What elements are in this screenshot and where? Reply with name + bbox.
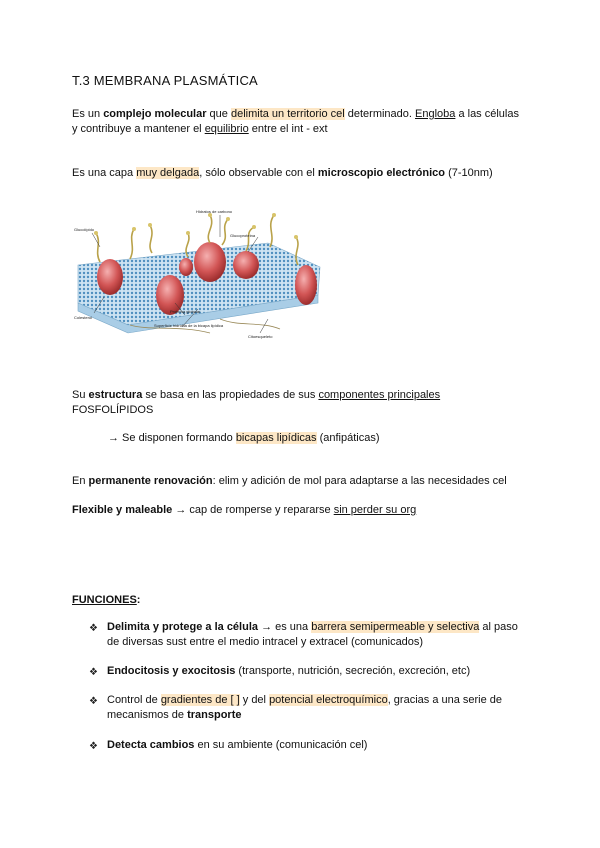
label-globular-protein: Proteína globular — [170, 309, 201, 314]
protein-shape — [194, 242, 226, 282]
protein-shape — [179, 258, 193, 276]
paragraph-line — [107, 693, 537, 708]
text: mecanismos de — [107, 709, 188, 721]
bold-text: Flexible y maleable — [72, 504, 173, 516]
text: Es un — [72, 108, 104, 120]
bold-text: transporte — [187, 709, 242, 721]
text: Se disponen formando — [119, 432, 236, 444]
bold-text: Delimita y protege a la célula — [107, 621, 259, 633]
diamond-bullet-icon: ❖ — [89, 667, 98, 678]
bullet-text — [107, 693, 537, 723]
text: y del — [239, 694, 270, 706]
text: (transporte, nutrición, secreción, excreción, etc) — [235, 665, 471, 677]
highlighted-text: gradientes de [ ] — [160, 694, 240, 706]
paragraph-structure — [72, 388, 542, 418]
text: , sólo observable con el — [199, 167, 318, 179]
membrane-diagram — [70, 207, 326, 343]
label-glycolipid: Glucolípido — [74, 227, 95, 232]
bullet-text — [107, 664, 537, 679]
heading-colon: : — [136, 594, 141, 606]
paragraph-line: de diversas sust entre el medio intracel y extracel (comunicados) — [107, 636, 424, 648]
text: (7-10nm) — [445, 167, 493, 179]
bold-text: Endocitosis y exocitosis — [107, 665, 236, 677]
bullet-text — [107, 738, 537, 753]
text: Su — [72, 389, 89, 401]
paragraph-line: FOSFOLÍPIDOS — [72, 404, 154, 416]
paragraph-line — [72, 122, 542, 137]
heading-text: FUNCIONES — [72, 594, 137, 606]
bold-text: Detecta cambios — [107, 739, 195, 751]
text: determinado. — [344, 108, 416, 120]
text: , gracias a una serie de — [387, 694, 503, 706]
paragraph-flexible — [72, 503, 552, 518]
label-carbohydrates: Hidratos de carbono — [196, 209, 233, 214]
page-title: T.3 MEMBRANA PLASMÁTICA — [72, 73, 258, 88]
bullet-text — [107, 620, 537, 650]
paragraph-definition — [72, 107, 542, 137]
text: al paso — [479, 621, 518, 633]
paragraph-thickness — [72, 166, 542, 181]
paragraph-line — [72, 107, 542, 122]
text: y contribuye a mantener el — [72, 123, 205, 135]
protein-shape — [233, 251, 259, 279]
diamond-bullet-icon: ❖ — [89, 696, 98, 707]
underlined-text: sin perder su org — [333, 504, 417, 516]
text: → cap de romperse y repararse — [172, 504, 334, 516]
bold-text: complejo molecular — [103, 108, 207, 120]
bold-text: microscopio electrónico — [317, 167, 446, 179]
paragraph-renewal — [72, 474, 552, 489]
highlighted-text: delimita un territorio cel — [230, 108, 345, 120]
highlighted-text: potencial electroquímico — [269, 694, 388, 706]
arrow-glyph: → — [108, 432, 119, 444]
paragraph-bilayer — [108, 431, 528, 446]
text: Control de — [107, 694, 161, 706]
diamond-bullet-icon: ❖ — [89, 623, 98, 634]
underlined-text: Engloba — [415, 108, 456, 120]
protein-shape — [295, 265, 317, 305]
paragraph-line — [107, 708, 537, 723]
paragraph-line — [72, 388, 542, 403]
text: (anfipáticas) — [316, 432, 380, 444]
label-cholesterol: Colesterol — [74, 315, 93, 320]
text: entre el int - ext — [248, 123, 328, 135]
text: En — [72, 475, 89, 487]
text: : elim y adición de mol para adaptarse a las necesidades cel — [212, 475, 507, 487]
text: en su ambiente (comunicación cel) — [194, 739, 368, 751]
bold-text: estructura — [88, 389, 143, 401]
highlighted-text: bicapas lipídicas — [235, 432, 317, 444]
bold-text: permanente renovación — [88, 475, 213, 487]
protein-shape — [97, 259, 123, 295]
text: se basa en las propiedades de sus — [142, 389, 319, 401]
carbohydrate-beads — [94, 213, 298, 239]
underlined-text: equilibrio — [204, 123, 249, 135]
paragraph-line — [107, 620, 537, 635]
diamond-bullet-icon: ❖ — [89, 741, 98, 752]
highlighted-text: barrera semipermeable y selectiva — [311, 621, 480, 633]
label-hydrophilic-surface: Superficie hidrófila de la bicapa lipídica — [154, 323, 224, 328]
label-cytoskeleton: Citoesqueleto — [248, 334, 273, 339]
text: Es una capa — [72, 167, 137, 179]
text: → es una — [258, 621, 312, 633]
text: a las células — [455, 108, 519, 120]
membrane-illustration — [70, 207, 326, 343]
section-heading-funciones — [72, 593, 140, 608]
highlighted-text: muy delgada — [136, 167, 200, 179]
text: que — [206, 108, 231, 120]
label-glycoprotein: Glucoproteína — [230, 233, 256, 238]
underlined-text: componentes principales — [318, 389, 441, 401]
